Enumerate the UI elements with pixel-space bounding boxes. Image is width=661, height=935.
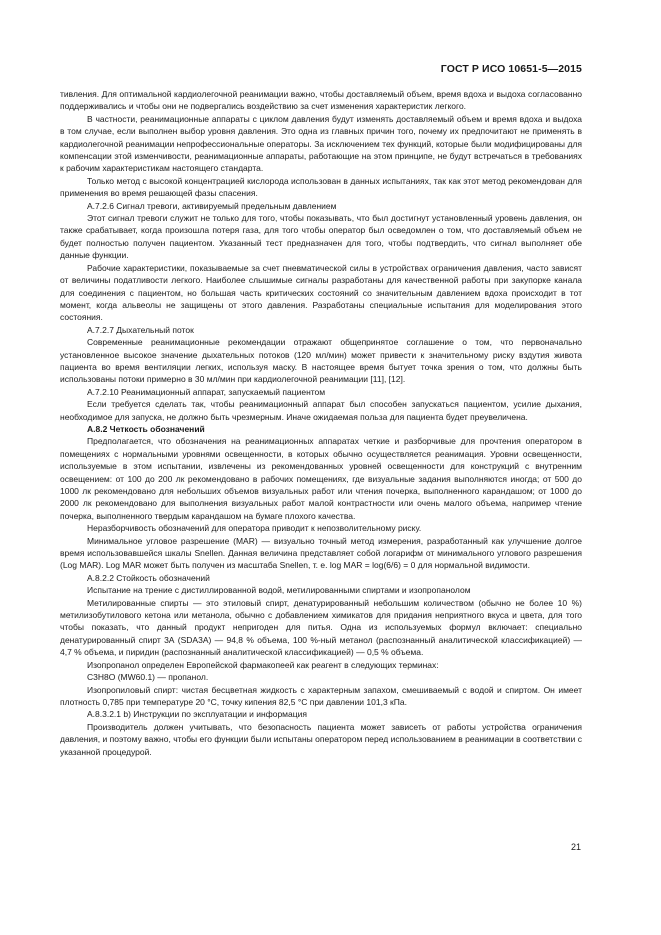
- paragraph: Неразборчивость обозначений для оператора приводит к непозволительному риску.: [87, 523, 422, 534]
- paragraph: Рабочие характеристики, показываемые за счет пневматической силы в устройствах ограничения давления, часто зависят от величины податливости легкого. Наиболее слышимые сигналы разработаны для качественной работы при закупорке канала для соединения с пациентом, но большая часть критических состояний со значительным давлением вдоха происходит в тот момент, когда альвеолы не защищены от этого давления. Разработаны специальные испытания для моделирования этого состояния.: [60, 262, 582, 323]
- paragraph: Если требуется сделать так, чтобы реанимационный аппарат был способен запускаться пациентом, усилие дыхания, необходимое для запуска, не должно быть чрезмерным. Иначе ожидаемая польза для пациента будет преувеличена.: [60, 399, 582, 422]
- section-heading-bold: А.8.2 Четкость обозначений: [87, 423, 205, 434]
- document-body: [60, 88, 582, 758]
- paragraph: Изопропиловый спирт: чистая бесцветная жидкость с характерным запахом, смешиваемый с водой и спиртом. Он имеет плотность 0,785 при температуре 20 °С, точку кипения 82,5 °С при давлении 101,3 кПа.: [60, 684, 582, 707]
- section-heading: А.8.3.2.1 b) Инструкции по эксплуатации и информация: [87, 709, 307, 720]
- paragraph: В частности, реанимационные аппараты с циклом давления будут изменять доставляемый объем и время вдоха и выдоха в том случае, если выполнен выбор уровня давления. Это одна из главных причин того, почему их предпочитают не применять в кардиолегочной реанимации непрофессиональные операторы. За исключением тех функций, которые были модифицированы для компенсации этой изменчивости, реанимационные аппараты, работающие на этом принципе, не будут встречаться в требованиях к рабочим характеристикам настоящего стандарта.: [60, 113, 582, 174]
- section-heading: А.7.2.7 Дыхательный поток: [87, 324, 194, 335]
- document-header: ГОСТ Р ИСО 10651-5—2015: [440, 63, 582, 75]
- paragraph: Метилированные спирты — это этиловый спирт, денатурированный небольшим количеством (обычно не более 10 %) метилизобутилового кетона или метанола, обычно с добавлением химикатов для придания неприятного вкуса и цвета, для того чтобы показать, что данный продукт непригоден для питья. Одна из используемых формул включает: специально денатурированный спирт 3А (SDA3A) — 94,8 % объема, 100 %-ный метанол (распознанный аналитической классификацией) — 4,7 % объема, и пиридин (распознанный аналитической классификацией) — 0,5 % объема.: [60, 597, 582, 658]
- page-number: 21: [570, 842, 581, 852]
- paragraph: тивления. Для оптимальной кардиолегочной реанимации важно, чтобы доставляемый объем, время вдоха и выдоха согласованно поддерживались и чтобы они не подвергались воздействию за счет изменения характеристик легкого.: [60, 89, 582, 112]
- paragraph: Производитель должен учитывать, что безопасность пациента может зависеть от работы устройства ограничения давления, и поэтому важно, чтобы его функции были испытаны оператором перед использованием в реанимации в соответствии с указанной процедурой.: [60, 721, 582, 757]
- paragraph: Этот сигнал тревоги служит не только для того, чтобы показывать, что был достигнут установленный уровень давления, он также срабатывает, когда произошла потеря газа, для того чтобы оператор был осведомлен о том, что доставляемый объем не будет полностью получен пациентом. Указанный тест предназначен для того, чтобы подтвердить, что сигнал выполняет обе данные функции.: [60, 213, 582, 261]
- paragraph: Предполагается, что обозначения на реанимационных аппаратах четкие и разборчивые для прочтения оператором в помещениях с нормальными уровнями освещенности, в которых обычно осуществляется реанимация. Уровни освещенности, используемые в этом испытании, извлечены из рекомендованных уровней освещенности для конструкций с внутренним освещением: от 100 до 200 лк рекомендовано в рабочих помещениях, где визуальные задания выполняются иногда; от 500 до 1000 лк рекомендовано для небольших объемов визуальных работ или чтения почерка, выполненного карандашом; от 1000 до 2000 лк рекомендовано для выполнения визуальных работ малой контрастности или очень малого объема, например чтение почерка, выполненного твердым карандашом на бумаге плохого качества.: [60, 436, 582, 521]
- paragraph: Только метод с высокой концентрацией кислорода использован в данных испытаниях, так как этот метод рекомендован для применения во время решающей фазы спасения.: [60, 175, 582, 199]
- paragraph: Испытание на трение с дистиллированной водой, метилированными спиртами и изопропанолом: [87, 585, 471, 596]
- section-heading: А.7.2.10 Реанимационный аппарат, запускаемый пациентом: [87, 386, 326, 397]
- section-heading: А.7.2.6 Сигнал тревоги, активируемый предельным давлением: [87, 200, 337, 211]
- section-heading: А.8.2.2 Стойкость обозначений: [87, 572, 210, 583]
- paragraph: Современные реанимационные рекомендации отражают общепринятое соглашение о том, что первоначально установленное высокое значение дыхательных потоков (120 мл/мин) может привести к значительному риску вздутия живота пациента во время вентиляции легких, используя маску. В настоящее время бытует точка зрения о том, что должны быть использованы потоки примерно в 30 мл/мин при кардиолегочной реанимации [11], [12].: [60, 337, 582, 385]
- paragraph: C3H8O (MW60.1) — пропанол.: [87, 672, 209, 683]
- paragraph: Изопропанол определен Европейской фармакопеей как реагент в следующих терминах:: [87, 659, 439, 670]
- paragraph: Минимальное угловое разрешение (MAR) — визуально точный метод измерения, разработанный как улучшение долгое время использовавшейся шкалы Snellen. Данная величина представляет собой логарифм от минимального углового разрешения (Log MAR). Log MAR может быть получен из масштаба Snellen, т. е. log MAR = log(6/6) = 0 для нормальной видимости.: [60, 535, 582, 571]
